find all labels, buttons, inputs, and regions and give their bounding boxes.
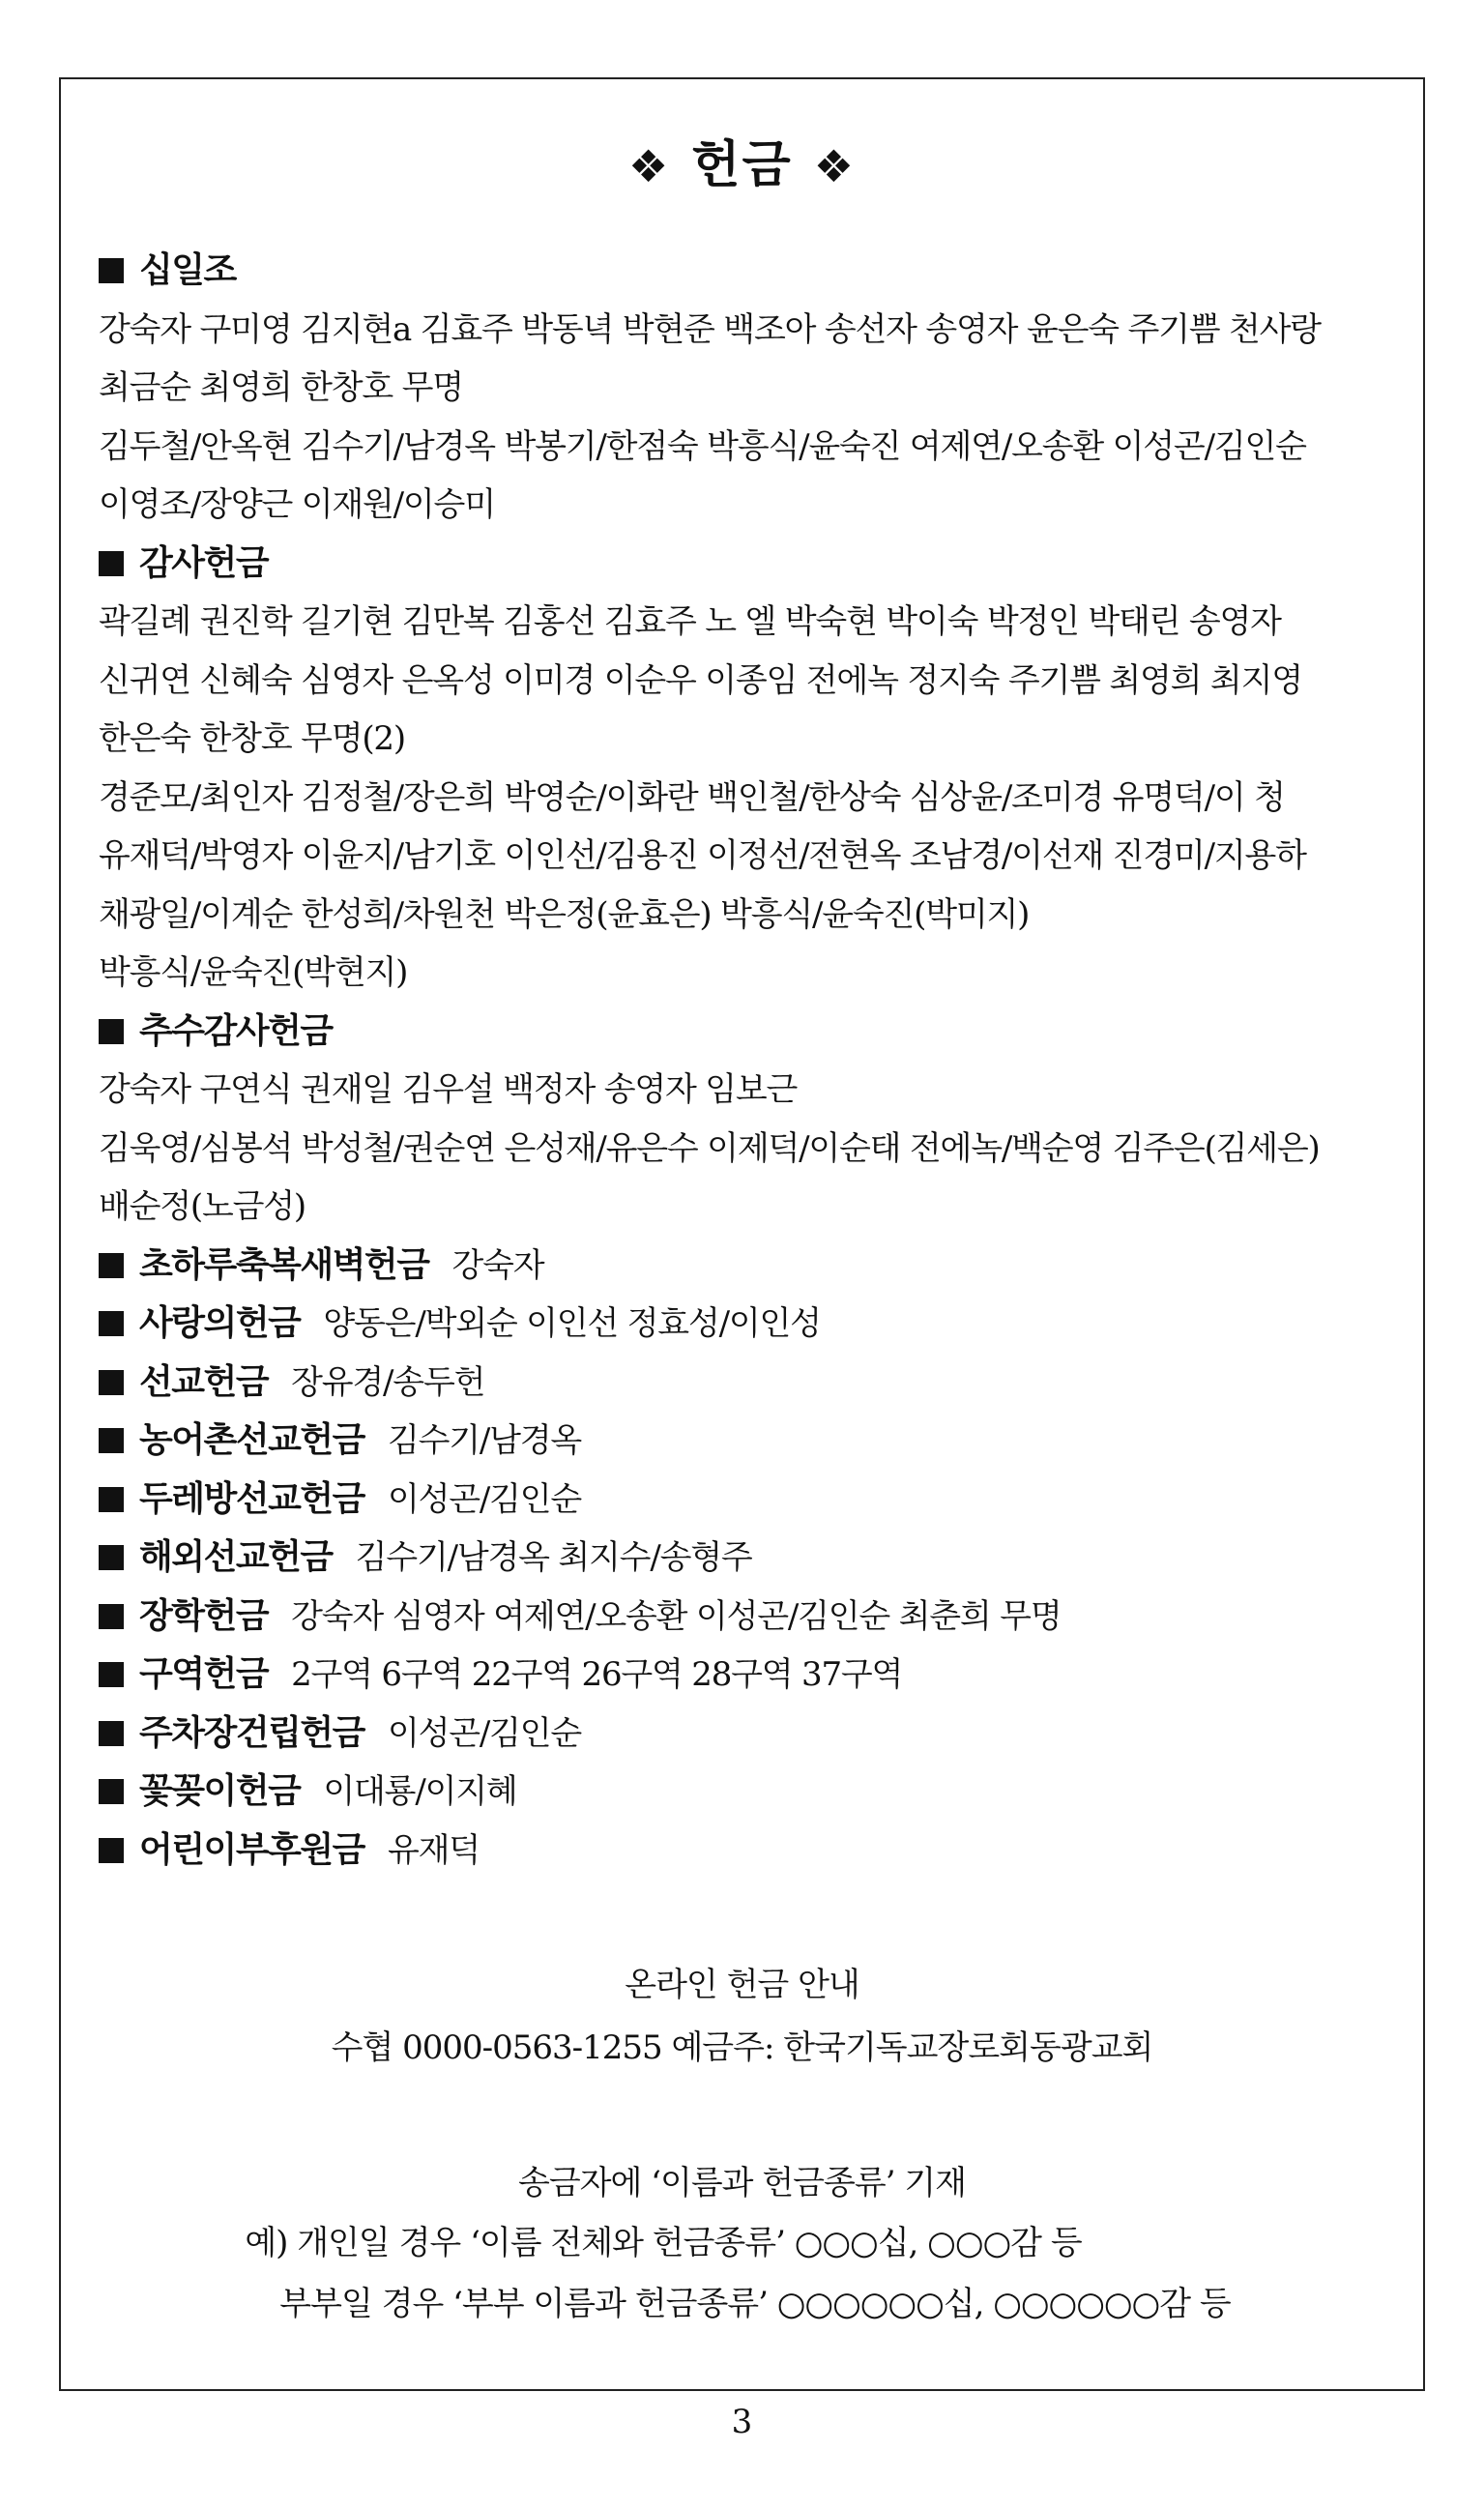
name-line: 유재덕/박영자 이윤지/남기호 이인선/김용진 이정선/전현옥 조남경/이선재 진경미/지용하	[99, 836, 1306, 875]
name-line: 최금순 최영희 한창호 무명	[99, 368, 463, 407]
square-bullet-icon	[99, 1545, 124, 1570]
section-district-offering: 구역헌금 2구역 6구역 22구역 26구역 28구역 37구역	[99, 1646, 1399, 1705]
section-love-offering: 사랑의헌금 양동은/박외순 이인선 정효성/이인성	[99, 1295, 1399, 1354]
name-line: 경준모/최인자 김정철/장은희 박영순/이화란 백인철/한상숙 심상윤/조미경 유명덕/이 청	[99, 777, 1285, 817]
section-names: 유재덕	[387, 1830, 480, 1870]
section-names: 양동은/박외순 이인선 정효성/이인성	[323, 1304, 821, 1343]
square-bullet-icon	[99, 1604, 124, 1629]
name-line: 김두철/안옥현 김수기/남경옥 박봉기/한점숙 박흥식/윤숙진 여제연/오송환 이성곤/김인순	[99, 426, 1306, 466]
name-line: 한은숙 한창호 무명(2)	[99, 719, 405, 758]
name-line: 신귀연 신혜숙 심영자 은옥성 이미경 이순우 이종임 전에녹 정지숙 주기쁨 최영희 최지영	[99, 660, 1302, 700]
bank-account: 수협 0000-0563-1255 예금주: 한국기독교장로회동광교회	[331, 2028, 1153, 2067]
offering-list	[99, 242, 1399, 1880]
transfer-note: 송금자에 ‘이름과 헌금종류’ 기재	[517, 2164, 966, 2203]
page-number: 3	[731, 2403, 753, 2441]
section-heading-tithe: 십일조	[99, 242, 1399, 301]
section-names: 김수기/남경옥	[387, 1421, 582, 1460]
section-rural-mission-offering: 농어촌선교헌금 김수기/남경옥	[99, 1412, 1399, 1471]
square-bullet-icon	[99, 1428, 124, 1453]
section-names: 김수기/남경옥 최지수/송형주	[355, 1538, 752, 1577]
section-heading-harvest: 추수감사헌금	[99, 1003, 1399, 1062]
diamond-ornament-icon: ❖	[628, 140, 671, 192]
name-line: 배순정(노금성)	[99, 1187, 306, 1226]
section-names: 이성곤/김인순	[387, 1479, 582, 1519]
section-names: 장유경/송두헌	[291, 1362, 485, 1402]
section-names: 강숙자 심영자 여제연/오송환 이성곤/김인순 최춘희 무명	[291, 1596, 1062, 1636]
name-line: 김욱영/심봉석 박성철/권순연 은성재/유은수 이제덕/이순태 전에녹/백순영 김주은(김세은)	[99, 1128, 1320, 1168]
square-bullet-icon	[99, 1370, 124, 1395]
square-bullet-icon	[99, 551, 124, 576]
section-scholarship-offering: 장학헌금 강숙자 심영자 여제연/오송환 이성곤/김인순 최춘희 무명	[99, 1588, 1399, 1647]
online-offering-title: 온라인 헌금 안내	[625, 1966, 859, 2004]
example-couple: 부부일 경우 ‘부부 이름과 헌금종류’ ○○○○○○십, ○○○○○○감 등	[279, 2285, 1231, 2323]
section-flower-offering: 꽃꽂이헌금 이대룡/이지혜	[99, 1763, 1399, 1822]
section-parking-offering: 주차장건립헌금 이성곤/김인순	[99, 1705, 1399, 1764]
square-bullet-icon	[99, 1311, 124, 1336]
section-names: 이대룡/이지혜	[323, 1772, 517, 1811]
section-names: 이성곤/김인순	[387, 1713, 582, 1753]
name-line: 이영조/장양근 이재원/이승미	[99, 485, 495, 524]
square-bullet-icon	[99, 1487, 124, 1512]
name-line: 채광일/이계순 한성희/차원천 박은정(윤효은) 박흥식/윤숙진(박미지)	[99, 894, 1030, 934]
section-children-support: 어린이부후원금 유재덕	[99, 1822, 1399, 1881]
example-individual: 예) 개인일 경우 ‘이름 전체와 헌금종류’ ○○○십, ○○○감 등	[245, 2224, 1082, 2262]
square-bullet-icon	[99, 1662, 124, 1687]
section-mission-offering: 선교헌금 장유경/송두헌	[99, 1354, 1399, 1413]
square-bullet-icon	[99, 1253, 124, 1278]
square-bullet-icon	[99, 258, 124, 283]
section-heading-thanks: 감사헌금	[99, 535, 1399, 594]
section-names: 2구역 6구역 22구역 26구역 28구역 37구역	[291, 1655, 903, 1694]
square-bullet-icon	[99, 1019, 124, 1044]
section-dawn-offering: 초하루축복새벽헌금 강숙자	[99, 1237, 1399, 1296]
square-bullet-icon	[99, 1721, 124, 1746]
square-bullet-icon	[99, 1779, 124, 1804]
section-overseas-mission-offering: 해외선교헌금 김수기/남경옥 최지수/송형주	[99, 1529, 1399, 1588]
section-names: 강숙자	[451, 1245, 544, 1285]
title-text: 헌금	[691, 136, 793, 194]
name-line: 곽길례 권진학 길기현 김만복 김홍선 김효주 노 엘 박숙현 박이숙 박정인 박태린 송영자	[99, 602, 1281, 641]
page-title	[0, 124, 1484, 196]
section-durebang-mission-offering: 두레방선교헌금 이성곤/김인순	[99, 1471, 1399, 1530]
square-bullet-icon	[99, 1838, 124, 1863]
name-line: 강숙자 구미영 김지현a 김효주 박동녁 박현준 백조아 송선자 송영자 윤은숙 주기쁨 천사랑	[99, 309, 1321, 349]
diamond-ornament-icon: ❖	[813, 140, 856, 192]
name-line: 강숙자 구연식 권재일 김우설 백정자 송영자 임보근	[99, 1070, 798, 1109]
name-line: 박흥식/윤숙진(박현지)	[99, 953, 408, 992]
